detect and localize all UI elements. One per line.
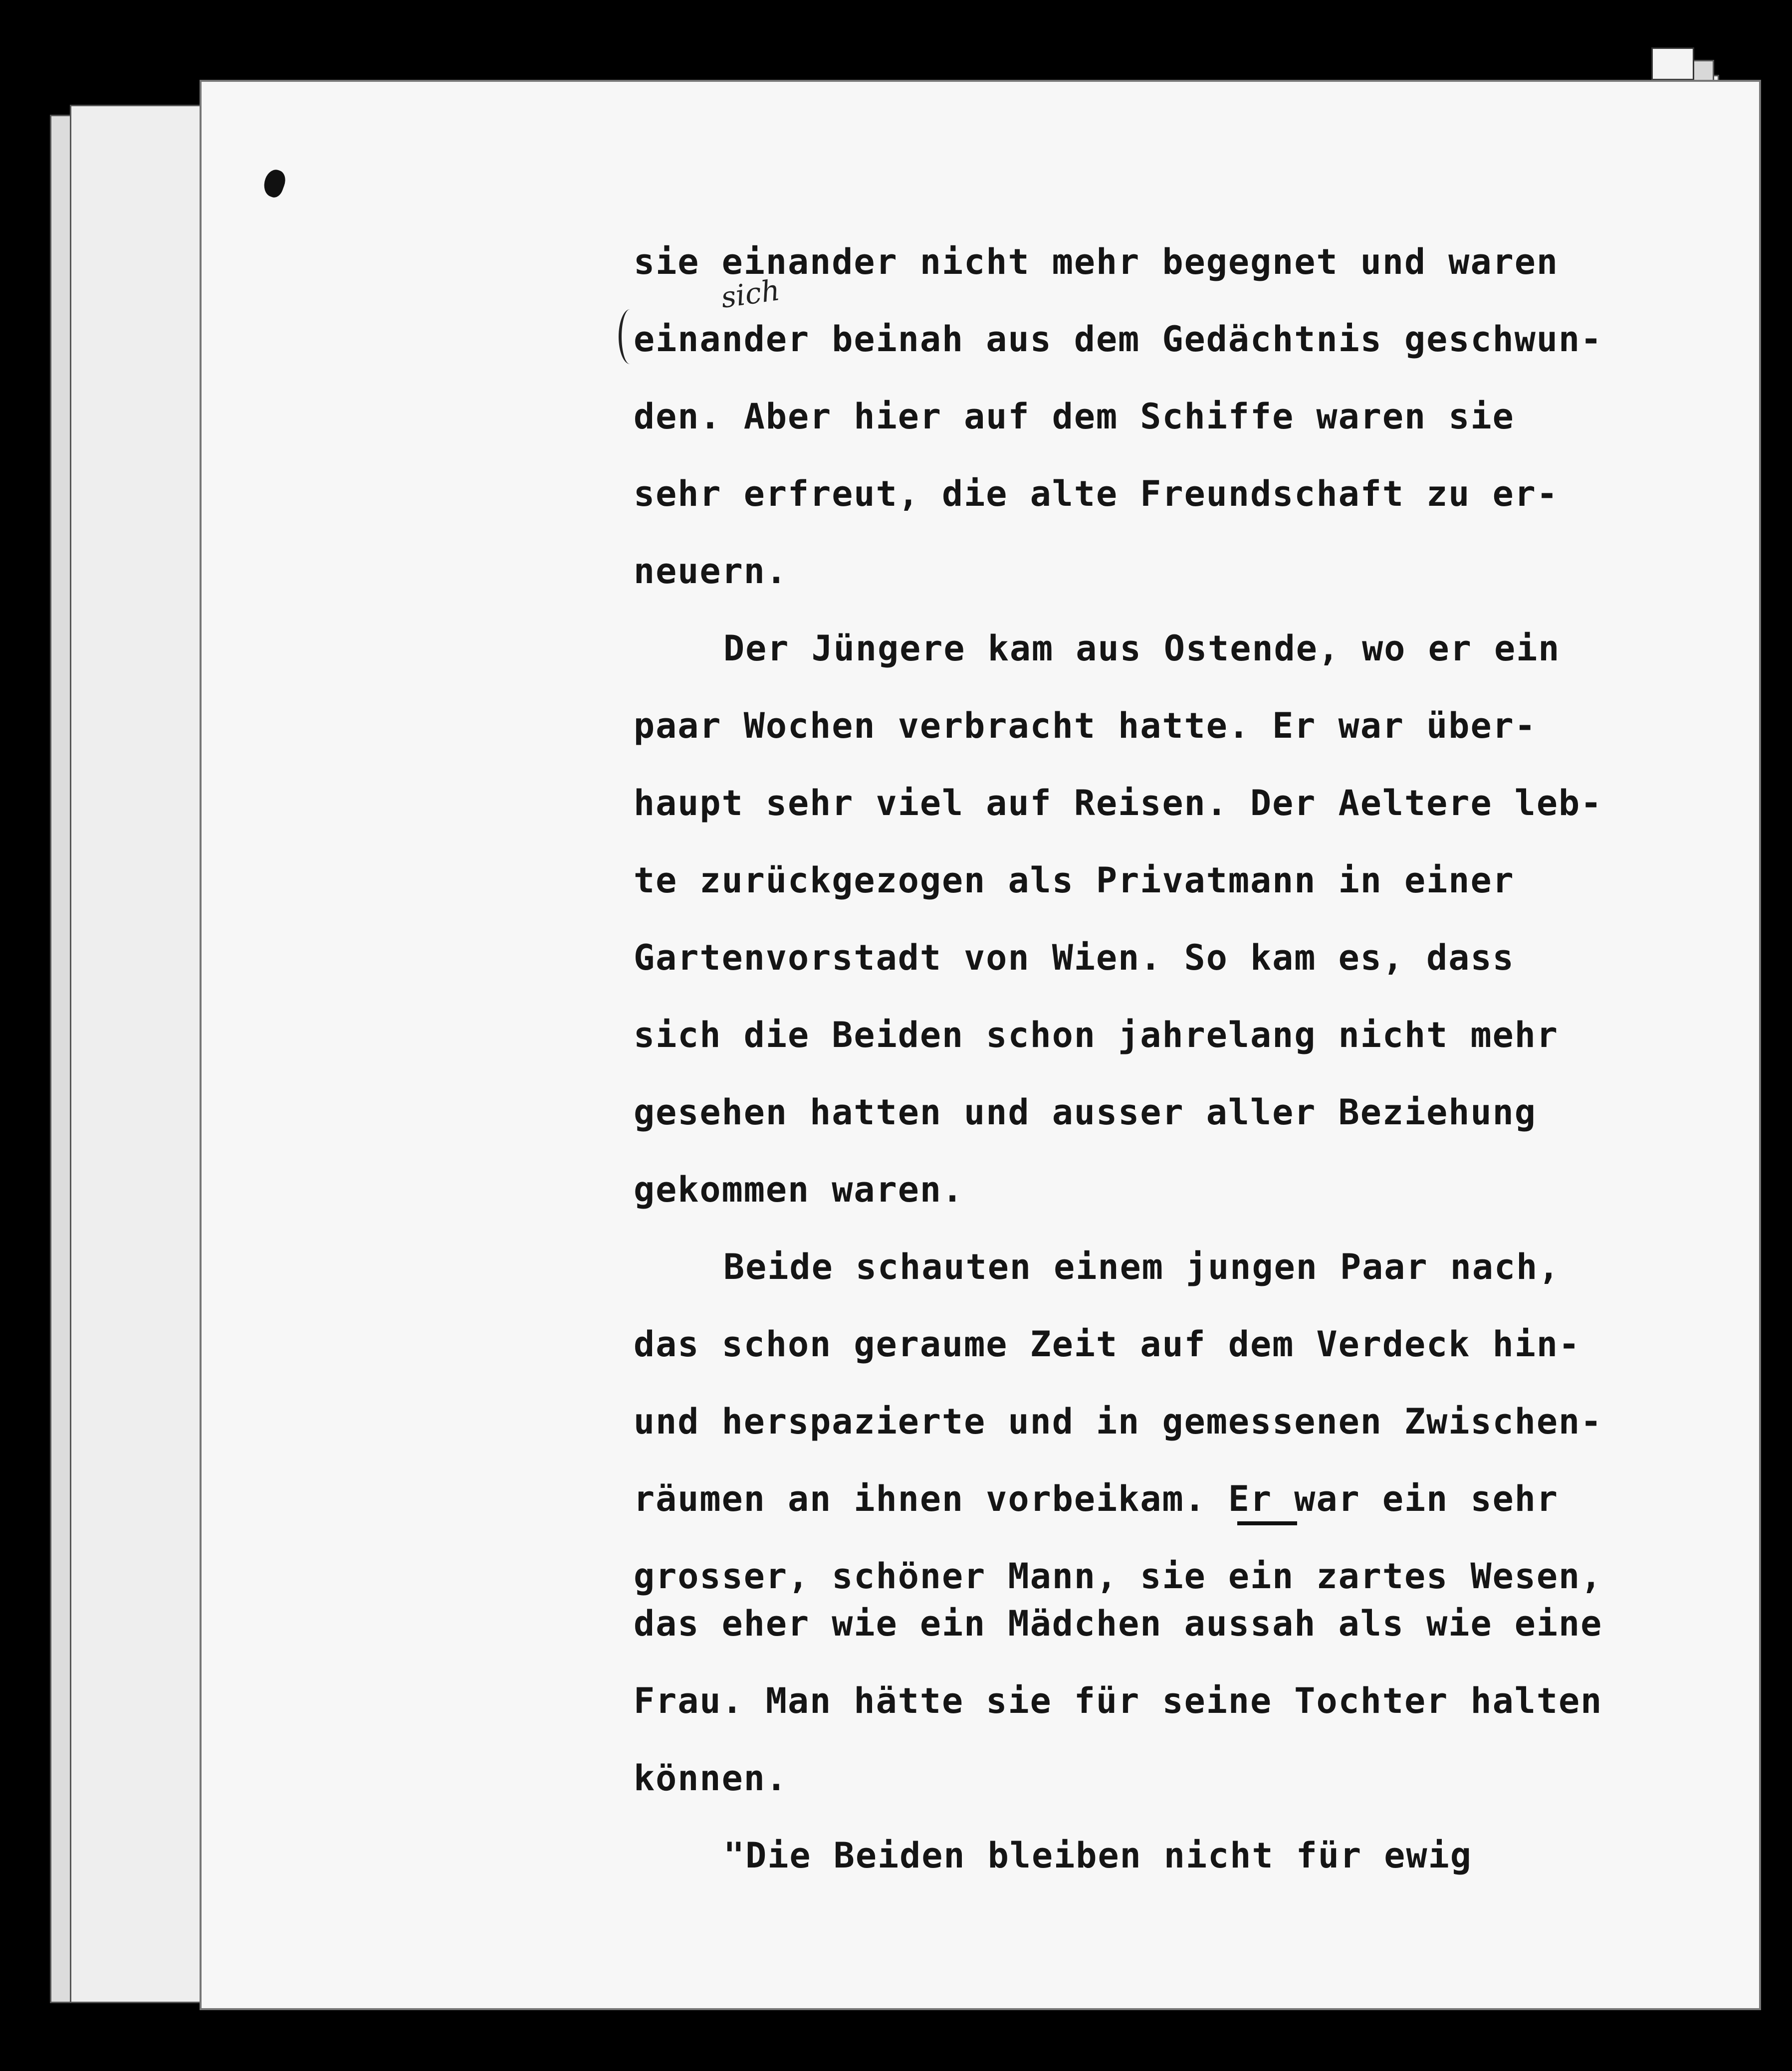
text-line: und herspazierte und in gemessenen Zwischen- xyxy=(634,1401,1603,1442)
text-line: das schon geraume Zeit auf dem Verdeck hin- xyxy=(634,1324,1581,1365)
text-line: den. Aber hier auf dem Schiffe waren sie xyxy=(634,396,1515,437)
text-line: te zurückgezogen als Privatmann in einer xyxy=(634,860,1515,901)
text-line: sich die Beiden schon jahrelang nicht mehr xyxy=(634,1015,1559,1055)
text-line: Gartenvorstadt von Wien. So kam es, dass xyxy=(634,937,1515,978)
text-line: "Die Beiden bleiben nicht für ewig xyxy=(723,1835,1472,1876)
handwritten-insertion: sich xyxy=(718,273,782,315)
text-line: gekommen waren. xyxy=(634,1169,964,1210)
text-line: gesehen hatten und ausser aller Beziehung xyxy=(634,1092,1537,1133)
text-line: grosser, schöner Mann, sie ein zartes Wesen, xyxy=(634,1556,1603,1597)
text-line: das eher wie ein Mädchen aussah als wie eine xyxy=(634,1603,1603,1644)
text-line: einander beinah aus dem Gedächtnis geschwun- xyxy=(634,319,1603,360)
text-line: haupt sehr viel auf Reisen. Der Aeltere leb- xyxy=(634,783,1603,824)
sheet-tab-corner xyxy=(1651,47,1694,80)
text-line: Der Jüngere kam aus Ostende, wo er ein xyxy=(723,628,1561,669)
text-line: sehr erfreut, die alte Freundschaft zu er- xyxy=(634,473,1559,514)
text-line: räumen an ihnen vorbeikam. Er war ein sehr xyxy=(634,1478,1559,1519)
text-line: können. xyxy=(634,1758,788,1799)
text-line: sie einander nicht mehr begegnet und waren xyxy=(634,241,1559,282)
text-line: neuern. xyxy=(634,551,788,592)
text-line: Frau. Man hätte sie für seine Tochter halten xyxy=(634,1680,1603,1721)
typed-text xyxy=(634,234,1661,1905)
text-line: paar Wochen verbracht hatte. Er war über- xyxy=(634,705,1537,746)
text-line: Beide schauten einem jungen Paar nach, xyxy=(723,1246,1561,1287)
